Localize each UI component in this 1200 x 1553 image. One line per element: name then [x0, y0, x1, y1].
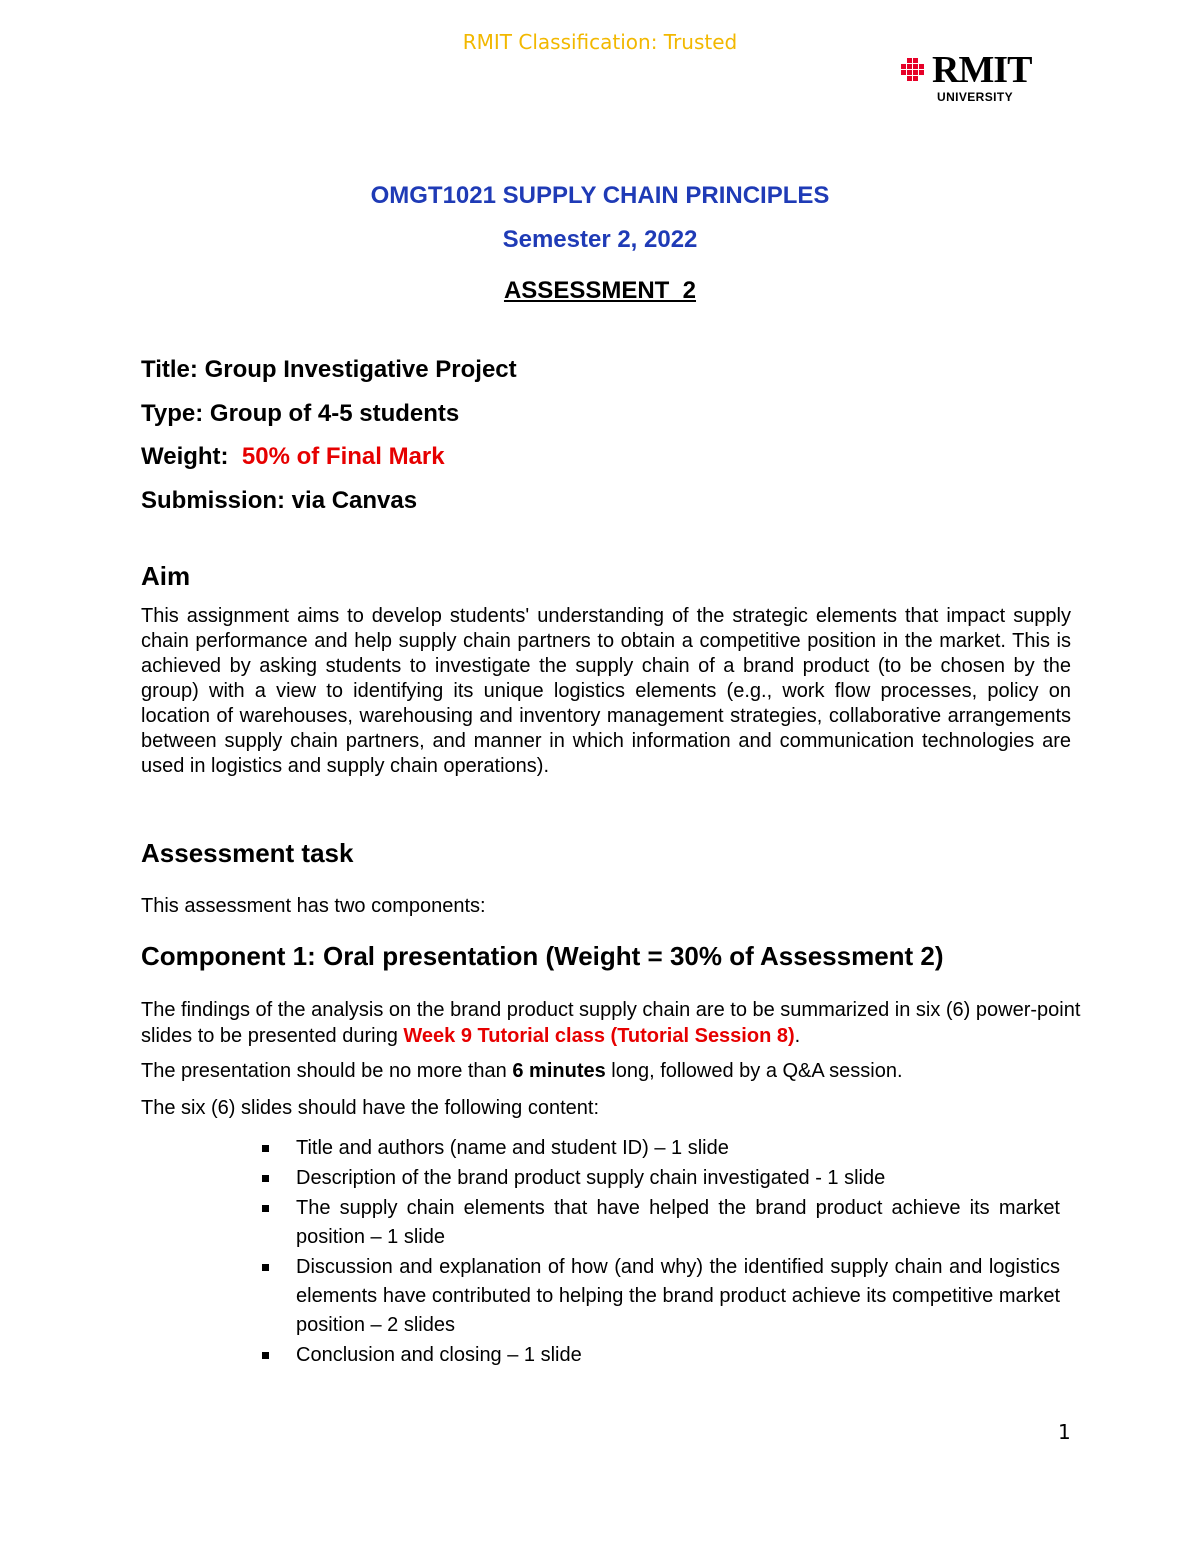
assessment-title-text: ASSESSMENT 2 — [503, 277, 697, 304]
bullet-square-icon — [262, 1145, 269, 1152]
list-item-text: Description of the brand product supply chain investigated - 1 slide — [296, 1167, 886, 1189]
list-item-text: Title and authors (name and student ID) – 1 slide — [296, 1137, 729, 1159]
list-item — [0, 1164, 1060, 1193]
para2-start: The presentation should be no more than — [141, 1060, 513, 1082]
rmit-logo — [896, 49, 1036, 108]
classification-label: RMIT Classification: Trusted — [462, 30, 738, 54]
duration-highlight: 6 minutes — [512, 1060, 606, 1082]
list-item-text: Conclusion and closing – 1 slide — [296, 1344, 582, 1366]
para1-end: . — [794, 1025, 801, 1047]
component-1-paragraph — [141, 997, 1081, 1049]
assessment-task-intro: This assessment has two components: — [141, 895, 486, 917]
para2-end: long, followed by a Q&A session. — [605, 1060, 903, 1082]
rmit-pixel-logo-icon — [901, 58, 929, 84]
logo-subtitle: UNIVERSITY — [937, 90, 1014, 104]
weight-value: 50% of Final Mark — [241, 443, 445, 470]
list-item — [0, 1341, 1060, 1370]
bullet-square-icon — [262, 1352, 269, 1359]
slides-content-intro: The six (6) slides should have the following content: — [141, 1097, 600, 1119]
tutorial-session-highlight: Week 9 Tutorial class (Tutorial Session 8) — [403, 1025, 795, 1047]
assessment-task-heading: Assessment task — [141, 838, 354, 868]
project-type-field: Type: Group of 4-5 students — [141, 400, 460, 427]
semester-title: Semester 2, 2022 — [502, 226, 698, 253]
bullet-square-icon — [262, 1205, 269, 1212]
list-item — [0, 1194, 1060, 1252]
bullet-square-icon — [262, 1175, 269, 1182]
slides-content-list — [0, 1134, 1200, 1371]
list-item-text: The supply chain elements that have helped the brand product achieve its market position – 1 slide — [296, 1197, 1060, 1248]
submission-field: Submission: via Canvas — [141, 487, 418, 514]
page-number: 1 — [1058, 1420, 1071, 1444]
component-1-heading: Component 1: Oral presentation (Weight = 30% of Assessment 2) — [141, 941, 944, 971]
project-title-field: Title: Group Investigative Project — [141, 356, 517, 383]
bullet-square-icon — [262, 1264, 269, 1271]
weight-label: Weight: — [141, 443, 236, 470]
course-title: OMGT1021 SUPPLY CHAIN PRINCIPLES — [370, 182, 830, 209]
para1-start: The findings of the analysis on the brand product supply chain are to be summarized in six (6) power-point slides to be presented during — [141, 999, 1081, 1047]
presentation-duration-paragraph — [141, 1059, 903, 1084]
list-item — [0, 1253, 1060, 1340]
aim-paragraph: This assignment aims to develop students' understanding of the strategic elements that impact supply chain performance and help supply chain partners to obtain a competitive position in the market. This is achieved by asking students to investigate the supply chain of a brand product (to be chosen by the group) with a view to identifying its unique logistics elements (e.g., work flow processes, policy on location of warehouses, warehousing and inventory management strategies, collaborative arrangements between supply chain partners, and manner in which information and communication technologies are used in logistics and supply chain operations). — [141, 605, 1071, 777]
aim-heading: Aim — [141, 561, 191, 591]
assessment-title — [0, 277, 1200, 305]
logo-wordmark: RMIT — [932, 49, 1032, 91]
project-weight-field — [141, 443, 445, 471]
list-item-text: Discussion and explanation of how (and why) the identified supply chain and logistics elements have contributed to helping the brand product achieve its competitive market position – 2 slides — [296, 1256, 1060, 1336]
list-item — [0, 1134, 1060, 1163]
